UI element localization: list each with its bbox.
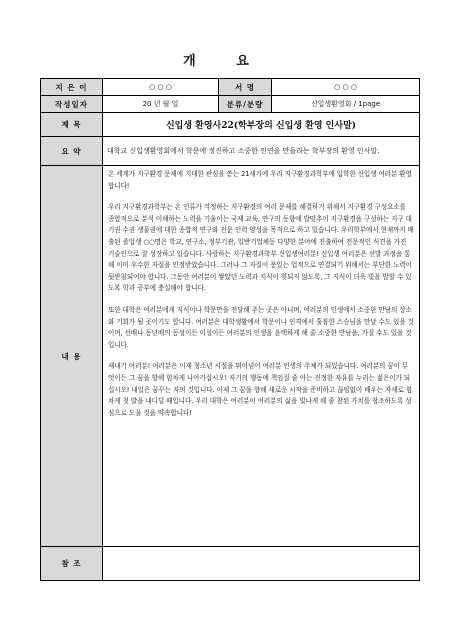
author-row xyxy=(41,79,420,96)
content-label: 내 용 xyxy=(41,166,103,547)
document-title: 개 요 xyxy=(183,54,267,69)
summary-label: 요 약 xyxy=(41,137,103,166)
reference-label: 참 조 xyxy=(41,547,103,581)
signature-label: 서 명 xyxy=(219,79,272,96)
subject-label: 제 목 xyxy=(41,113,103,137)
date-value[interactable]: 20 년 월 일 xyxy=(103,96,219,113)
reference-row xyxy=(41,547,420,581)
date-label: 작성일자 xyxy=(41,96,103,113)
summary-row xyxy=(41,137,420,166)
content-row xyxy=(41,166,420,547)
content-paragraph: 온 세계가 지구환경 문제에 지대한 관심을 쏟는 21세기에 우리 지구환경과학부에 입학한 신입생 여러분 환영합니다! xyxy=(108,170,412,190)
author-label: 지 은 이 xyxy=(41,79,103,96)
overview-form-table xyxy=(40,78,420,581)
signature-value[interactable]: ○ ○ ○ xyxy=(272,79,420,96)
category-label: 분류/분량 xyxy=(219,96,272,113)
content-paragraph: 우리 지구환경과학부는 온 인류가 걱정하는 지구환경의 여러 문제를 해결하기 위해서 지구환경 구성요소를 종합적으로 분석 이해하는 노력을 기울이는 국제 교육, 연구의 동향에 발맞추어 지구환경을 구성하는 지구 대기권 수권 생물권에 대한 종합적 연구와 전문 인력 양성을 목적으로 하고 있습니다. 우리학부에서 현재까지 배출된 졸업생 ○○명은 학교, 연구소, 정부기관, 일반기업체등 다양한 분야에 진출하여 전문적인 식견을 가진 기술인으로 잘 성장하고 있습니다. 사랑하는 지구환경과학부 신입생여러분! 신입생 여러분은 선발 과정을 통해 이미 우수한 자질을 인정받았습니다. 그러나 그 자질이 풍있는 업적으로 연결되기 위해서는 부단한 노력이 뒷받침되어야 합니다. 그동안 여러분이 쌓았던 노력과 지식이 헛되지 않도록, 그 지식이 더욱 빛을 발할 수 있도록 학과 공부에 충실해야 합니다. xyxy=(108,203,414,293)
category-value[interactable]: 신입생환영회 / 1page xyxy=(272,96,420,113)
author-value[interactable]: ○ ○ ○ xyxy=(103,79,219,96)
date-row xyxy=(41,96,420,113)
content-paragraph: 또한 대학은 여러분에게 지식이나 학문만을 전달해 주는 곳은 아니며, 여러분의 인생에서 소중한 만남의 장소와 기회가 될 곳이기도 합니다. 여러분은 대학생활에서 학문이나 인격에서 훌륭한 스승님을 만날 수도 있을 것이며, 선배나 동년배의 동성이든 이성이든 여러분의 인생을 윤택하게 해 줄 소중한 만남을, 가질 수도 있을 것입니다. xyxy=(108,305,414,349)
summary-value[interactable]: 대학교 신입생환영회에서 학문에 정진하고 소중한 인연을 만들라는 학부장의 환영 인사말. xyxy=(103,137,420,166)
content-paragraph: 새내기 여러분! 여러분은 이제 청소년 시절을 뛰어넘어 여러분 인생의 주체가 되었습니다. 여러분의 꿈이 무엇이든 그 꿈을 향해 힘차게 나아가십시오! 자기의 행동에 책임질 줄 아는 진정한 자유를 누리는 젊은이가 되십시오! 내일은 꿈꾸는 자의 것입니다. 이제 그 꿈을 향해 새로운 시작을 준비하고 끊임없이 배우는 자세로 힘차게 첫 발을 내디딜 때입니다. 우리 대학은 여러분이 여러분의 삶을 빛나게 해 줄 참된 가치를 창조하도록 성심으로 도울 것을 약속합니다! xyxy=(108,362,413,417)
subject-row xyxy=(41,113,420,137)
reference-value[interactable] xyxy=(103,547,420,581)
content-body[interactable] xyxy=(103,166,420,547)
subject-value[interactable]: 신입생 환영사22(학부장의 신입생 환영 인사말) xyxy=(103,113,420,137)
